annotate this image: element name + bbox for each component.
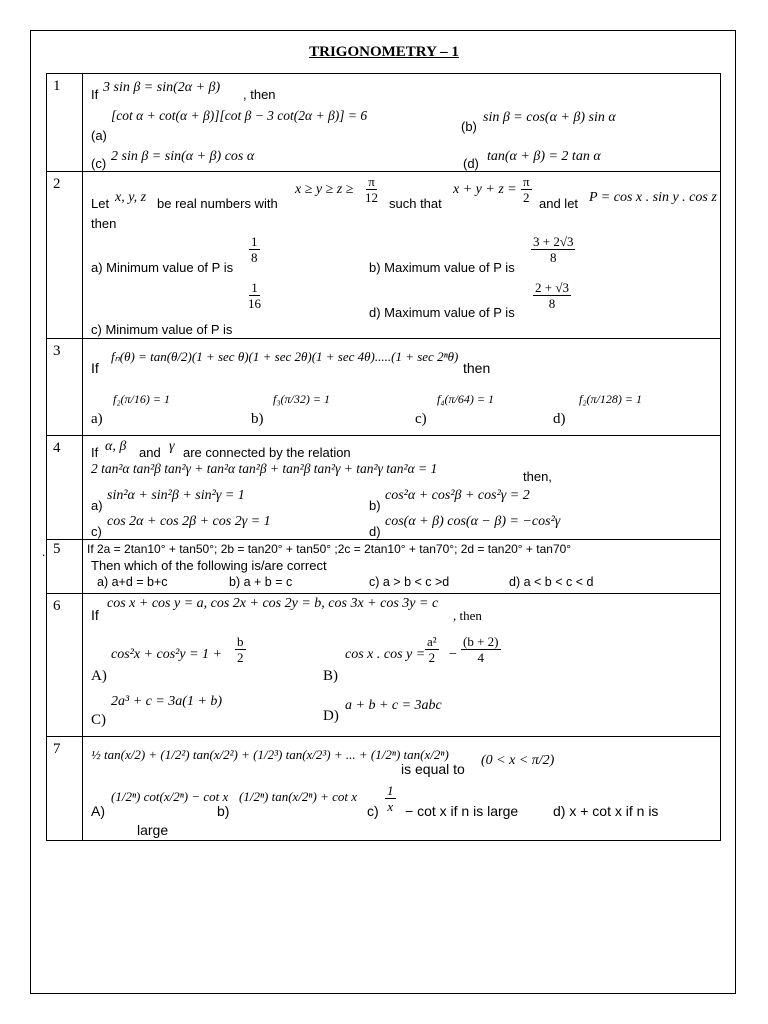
if-text: If bbox=[91, 445, 99, 460]
option-c-text: − cot x if n is large bbox=[405, 803, 519, 819]
question-number: 6 bbox=[47, 594, 83, 737]
option-b-fraction-2: $\frac{(b + 2)}{4}$ bbox=[463, 634, 499, 665]
question-body bbox=[83, 737, 721, 841]
option-c-label: C) bbox=[91, 712, 106, 728]
option-d-expr: tan(α + β) = 2 tan α bbox=[487, 149, 601, 164]
option-a-fraction: $\frac{b}{2}$ bbox=[237, 634, 244, 665]
option-c: c) Minimum value of P is bbox=[91, 322, 233, 337]
option-b: b) Maximum value of P is bbox=[369, 260, 515, 275]
option-d-label: (d) bbox=[463, 156, 479, 171]
option-b-value: $\frac{3 + 2√3}{8}$ bbox=[533, 234, 574, 265]
then-text: then bbox=[91, 216, 117, 231]
if-text: If bbox=[91, 360, 99, 376]
question-row-3 bbox=[47, 339, 721, 436]
option-c-expr: 2a³ + c = 3a(1 + b) bbox=[111, 694, 223, 709]
option-d-expr: a + b + c = 3abc bbox=[345, 698, 442, 713]
page-title: TRIGONOMETRY – 1 bbox=[309, 44, 459, 60]
if-text: If bbox=[91, 607, 99, 623]
option-a-expr: f₂(π/16) = 1 bbox=[113, 392, 170, 406]
question-number: 2 bbox=[47, 172, 83, 339]
option-c-fraction: $\frac{1}{x}$ bbox=[387, 783, 394, 814]
question-row-7 bbox=[47, 737, 721, 841]
option-a: a) a+d = b+c bbox=[97, 575, 168, 589]
then-text: then bbox=[463, 360, 491, 376]
pi-over-12: $\frac{\pi}{12}$ bbox=[365, 174, 378, 205]
question-table bbox=[46, 73, 721, 841]
option-c-expr: f₄(π/64) = 1 bbox=[437, 392, 494, 406]
condition-text: be real numbers with bbox=[157, 196, 278, 211]
question-number: 4 bbox=[47, 436, 83, 540]
option-d-label: d) bbox=[553, 411, 566, 427]
and-let-text: and let bbox=[539, 196, 579, 211]
option-d-continuation: large bbox=[137, 822, 169, 838]
question-row-6 bbox=[47, 594, 721, 737]
option-b-expr: f₃(π/32) = 1 bbox=[273, 392, 330, 406]
option-d-label: d) bbox=[369, 524, 381, 539]
option-b: b) a + b = c bbox=[229, 575, 293, 589]
option-b-fraction-1: $\frac{\text{a²}}{2}$ bbox=[427, 634, 437, 665]
question-row-1 bbox=[47, 74, 721, 172]
minus-sign: − bbox=[449, 647, 457, 662]
option-b-expr: cos²α + cos²β + cos²γ = 2 bbox=[385, 488, 530, 503]
then-text: then, bbox=[523, 469, 552, 484]
premise-expr: 3 sin β = sin(2α + β) bbox=[103, 80, 221, 95]
range-expr: (0 < x < π/2) bbox=[481, 753, 555, 768]
option-d-label: D) bbox=[323, 708, 339, 724]
let-text: Let bbox=[91, 196, 110, 211]
question-body bbox=[83, 74, 721, 172]
question-body bbox=[83, 436, 721, 540]
option-a-expr: cos²x + cos²y = 1 + bbox=[111, 647, 222, 662]
question-body bbox=[83, 540, 721, 594]
question-number: 3 bbox=[47, 339, 83, 436]
option-a: a) Minimum value of P is bbox=[91, 260, 234, 275]
question-row-5 bbox=[47, 540, 721, 594]
question-number: 1 bbox=[47, 74, 83, 172]
relation-text: are connected by the relation bbox=[183, 445, 351, 460]
p-definition: P = cos x . sin y . cos z bbox=[589, 190, 717, 205]
option-d: d) Maximum value of P is bbox=[369, 305, 515, 320]
option-b-label: b) bbox=[217, 803, 230, 819]
option-a-label: A) bbox=[91, 803, 105, 819]
option-b-label: b) bbox=[369, 498, 381, 513]
given-expr: cos x + cos y = a, cos 2x + cos 2y = b, cos 3x + cos 3y = c bbox=[107, 596, 439, 611]
option-b-label: (b) bbox=[461, 119, 477, 134]
option-a-label: a) bbox=[91, 498, 103, 513]
option-b-label: b) bbox=[251, 411, 264, 427]
option-a-value: $\frac{1}{8}$ bbox=[251, 234, 258, 265]
question-body bbox=[83, 594, 721, 737]
question-number: 5 bbox=[47, 540, 83, 594]
cond2-expr: x + y + z = bbox=[453, 182, 517, 197]
relation-expr: 2 tan²α tan²β tan²γ + tan²α tan²β + tan²β tan²γ + tan²γ tan²α = 1 bbox=[91, 461, 438, 476]
statement-line-1: If 2a = 2tan10° + tan50°; 2b = tan20° + tan50° ;2c = 2tan10° + tan70°; 2d = tan20° + tan70° bbox=[87, 542, 572, 556]
option-c-expr: cos 2α + cos 2β + cos 2γ = 1 bbox=[107, 514, 271, 529]
equal-text: is equal to bbox=[401, 761, 465, 777]
function-expr: fₙ(θ) = tan(θ/2)(1 + sec θ)(1 + sec 2θ)(1 + sec 4θ).....(1 + sec 2ⁿθ) bbox=[111, 349, 459, 364]
option-c-value: $\frac{1}{16}$ bbox=[248, 280, 261, 311]
question-row-2 bbox=[47, 172, 721, 339]
statement-line-2: Then which of the following is/are correct bbox=[91, 558, 327, 573]
question-number: 7 bbox=[47, 737, 83, 841]
option-d-expr: cos(α + β) cos(α − β) = −cos²γ bbox=[385, 514, 561, 529]
if-text: If bbox=[91, 87, 99, 102]
option-a-expr: sin²α + sin²β + sin²γ = 1 bbox=[107, 488, 245, 503]
option-c: c) a > b < c >d bbox=[369, 575, 450, 589]
option-b-expr: sin β = cos(α + β) sin α bbox=[483, 110, 616, 125]
option-a-expr: (1/2ⁿ) cot(x/2ⁿ) − cot x bbox=[111, 789, 229, 804]
option-d-expr: f₂(π/128) = 1 bbox=[579, 392, 642, 406]
question-row-4 bbox=[47, 436, 721, 540]
then-text: , then bbox=[243, 87, 276, 102]
option-a-label: a) bbox=[91, 411, 103, 427]
series-expr: ½ tan(x/2) + (1/2²) tan(x/2²) + (1/2³) tan(x/2³) + ... + (1/2ⁿ) tan(x/2ⁿ) bbox=[91, 747, 449, 762]
question-body bbox=[83, 339, 721, 436]
option-c-label: c) bbox=[91, 524, 102, 539]
option-c-expr: 2 sin β = sin(α + β) cos α bbox=[111, 149, 255, 164]
such-that-text: such that bbox=[389, 196, 442, 211]
option-a-label: (a) bbox=[91, 128, 107, 143]
option-b-label: B) bbox=[323, 668, 338, 684]
stray-dot: . bbox=[42, 545, 46, 559]
option-b-expr: cos x . cos y = bbox=[345, 647, 426, 662]
cond1-expr: x ≥ y ≥ z ≥ bbox=[295, 182, 354, 197]
pi-over-2: $\frac{\pi}{2}$ bbox=[523, 174, 530, 205]
vars-expr: x, y, z bbox=[115, 190, 147, 205]
gamma: γ bbox=[169, 439, 175, 454]
question-body bbox=[83, 172, 721, 339]
then-text: , then bbox=[453, 608, 482, 623]
alpha-beta: α, β bbox=[105, 439, 127, 454]
option-c-label: c) bbox=[367, 803, 379, 819]
option-d: d) a < b < c < d bbox=[509, 575, 594, 589]
option-c-label: (c) bbox=[91, 156, 107, 171]
option-b-expr: (1/2ⁿ) tan(x/2ⁿ) + cot x bbox=[239, 789, 358, 804]
option-d-value: $\frac{2 + √3}{8}$ bbox=[535, 280, 569, 311]
option-a-label: A) bbox=[91, 668, 107, 684]
option-a-expr: [cot α + cot(α + β)][cot β − 3 cot(2α + β)] = 6 bbox=[111, 108, 368, 123]
option-c-label: c) bbox=[415, 411, 427, 427]
and-text: and bbox=[139, 445, 161, 460]
option-d-text: d) x + cot x if n is bbox=[553, 803, 659, 819]
